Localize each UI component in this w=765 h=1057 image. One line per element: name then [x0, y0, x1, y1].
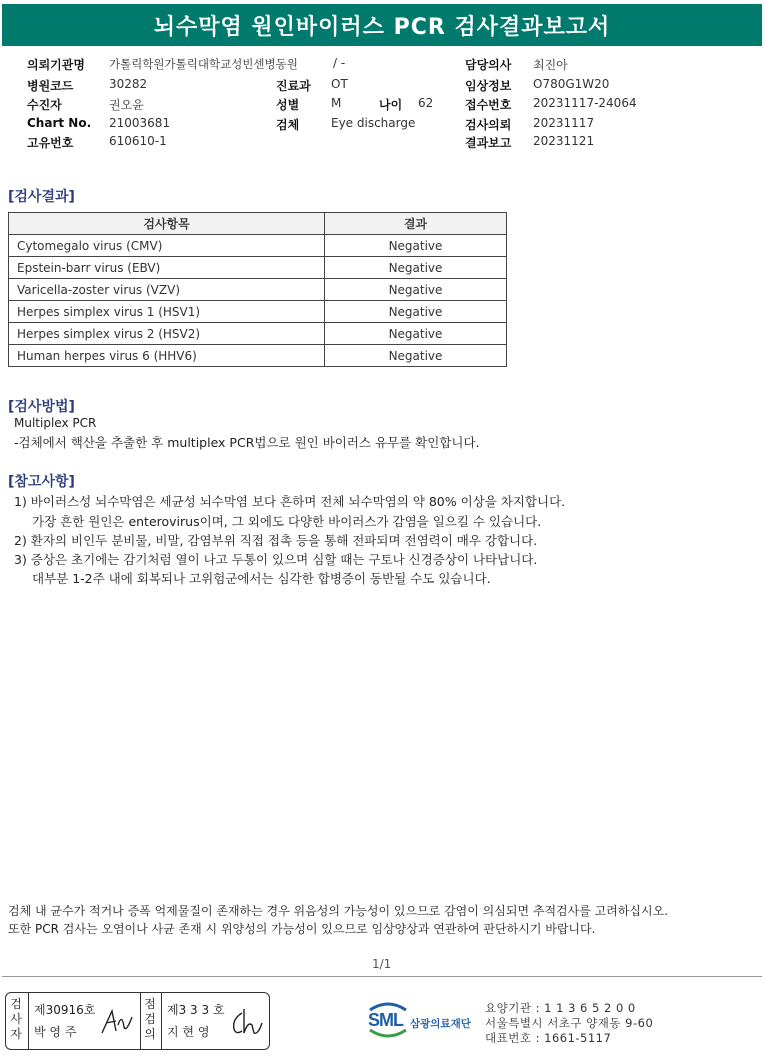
- tester-label-char: 검: [10, 997, 22, 1011]
- checker-signature: [228, 1005, 264, 1039]
- signature-box: [5, 992, 270, 1050]
- tester-license-no: 제30916호: [34, 1003, 96, 1017]
- org-address: 서울특별시 서초구 양재동 9-60: [485, 1016, 654, 1030]
- note-line: 대부분 1-2주 내에 회복되나 고위험군에서는 심각한 합병증이 동반될 수도 있습니다.: [32, 571, 491, 586]
- test-item: Epstein-barr virus (EBV): [9, 257, 325, 279]
- checker-label-char: 의: [144, 1027, 156, 1041]
- divider: [28, 993, 29, 1049]
- notes-section-title: [참고사항]: [8, 474, 75, 490]
- results-table: [8, 212, 507, 367]
- note-line: 2) 환자의 비인두 분비물, 비말, 감염부위 직접 접촉 등을 통해 전파되며 전염력이 매우 강합니다.: [14, 533, 538, 548]
- method-name: Multiplex PCR: [14, 416, 97, 430]
- test-item: Human herpes virus 6 (HHV6): [9, 345, 325, 367]
- divider: [140, 993, 141, 1049]
- age-label: 나이: [379, 98, 403, 112]
- divider: [161, 993, 162, 1049]
- table-row: [9, 279, 507, 301]
- chart-no-value: 21003681: [109, 116, 171, 130]
- department-value: OT: [331, 77, 348, 91]
- org-code: 요양기관 : 1 1 3 6 5 2 0 0: [485, 1001, 636, 1015]
- test-result: Negative: [325, 235, 507, 257]
- hospital-code-value: 30282: [109, 77, 148, 91]
- receipt-no-value: 20231117-24064: [533, 96, 637, 110]
- sex-label: 성별: [276, 98, 300, 112]
- page-number: 1/1: [372, 957, 392, 971]
- column-header-item: 검사항목: [9, 213, 325, 235]
- department-label: 진료과: [276, 79, 311, 93]
- test-result: Negative: [325, 323, 507, 345]
- test-result: Negative: [325, 279, 507, 301]
- checker-label: [143, 997, 157, 1042]
- table-row: [9, 301, 507, 323]
- test-item: Varicella-zoster virus (VZV): [9, 279, 325, 301]
- test-result: Negative: [325, 257, 507, 279]
- unique-no-label: 고유번호: [27, 136, 74, 150]
- footer-divider: [2, 976, 762, 977]
- tester-label: [9, 997, 23, 1042]
- checker-license-no: 제3 3 3 호: [167, 1003, 225, 1017]
- sex-value: M: [331, 96, 342, 110]
- tester-label-char: 사: [10, 1012, 22, 1026]
- doctor-value: 최진아: [533, 58, 568, 72]
- checker-label-char: 검: [144, 1012, 156, 1026]
- footer-note: 검체 내 균수가 적거나 증폭 억제물질이 존재하는 경우 위음성의 가능성이 있으므로 감염이 의심되면 추적검사를 고려하십시오.: [8, 904, 669, 918]
- requesting-institution-value: 가톨릭학원가톨릭대학교성빈센병동원: [109, 57, 298, 71]
- note-line: 가장 흔한 원인은 enterovirus이며, 그 외에도 다양한 바이러스가 감염을 일으킬 수 있습니다.: [32, 514, 542, 529]
- table-row: [9, 235, 507, 257]
- doctor-label: 담당의사: [465, 58, 512, 72]
- unique-no-value: 610610-1: [109, 134, 167, 148]
- test-item: Cytomegalo virus (CMV): [9, 235, 325, 257]
- table-row: [9, 257, 507, 279]
- results-table-header: [9, 213, 507, 235]
- report-date-value: 20231121: [533, 134, 595, 148]
- checker-label-char: 점: [144, 997, 156, 1011]
- method-description: -검체에서 핵산을 추출한 후 multiplex PCR법으로 원인 바이러스 유무를 확인합니다.: [14, 435, 480, 450]
- report-title: 뇌수막염 원인바이러스 PCR 검사결과보고서: [2, 4, 762, 46]
- clinical-info-value: O780G1W20: [533, 77, 610, 91]
- org-name: 삼광의료재단: [410, 1018, 471, 1030]
- checker-name: 지 현 영: [167, 1025, 210, 1039]
- method-section-title: [검사방법]: [8, 399, 75, 415]
- org-phone: 대표번호 : 1661-5117: [485, 1031, 612, 1045]
- chart-no-label: Chart No.: [27, 116, 92, 130]
- results-section-title: [검사결과]: [8, 189, 75, 205]
- request-date-value: 20231117: [533, 116, 595, 130]
- test-result: Negative: [325, 345, 507, 367]
- patient-label: 수진자: [27, 98, 62, 112]
- column-header-result: 결과: [325, 213, 507, 235]
- specimen-label: 검체: [276, 118, 300, 132]
- note-line: 3) 증상은 초기에는 감기처럼 열이 나고 두통이 있으며 심할 때는 구토나 신경증상이 나타납니다.: [14, 552, 538, 567]
- tester-name: 박 영 주: [34, 1025, 77, 1039]
- test-item: Herpes simplex virus 1 (HSV1): [9, 301, 325, 323]
- test-item: Herpes simplex virus 2 (HSV2): [9, 323, 325, 345]
- clinical-info-label: 임상정보: [465, 79, 512, 93]
- table-row: [9, 345, 507, 367]
- age-value: 62: [418, 96, 434, 110]
- table-row: [9, 323, 507, 345]
- request-date-label: 검사의뢰: [465, 118, 512, 132]
- receipt-no-label: 접수번호: [465, 98, 512, 112]
- org-logo: [366, 1000, 484, 1040]
- tester-signature: [98, 1003, 136, 1039]
- tester-label-char: 자: [10, 1027, 22, 1041]
- hospital-code-label: 병원코드: [27, 79, 74, 93]
- patient-name: 권오윤: [109, 98, 144, 112]
- specimen-value: Eye discharge: [331, 116, 416, 130]
- report-date-label: 결과보고: [465, 136, 512, 150]
- logo-text: SML: [368, 1010, 403, 1030]
- footer-note: 또한 PCR 검사는 오염이나 사균 존재 시 위양성의 가능성이 있으므로 임상양상과 연관하여 판단하시기 바랍니다.: [8, 922, 596, 936]
- test-result: Negative: [325, 301, 507, 323]
- requesting-institution-label: 의뢰기관명: [27, 58, 85, 72]
- note-line: 1) 바이러스성 뇌수막염은 세균성 뇌수막염 보다 흔하며 전체 뇌수막염의 약 80% 이상을 차지합니다.: [14, 494, 566, 509]
- ward-value: / -: [333, 56, 346, 70]
